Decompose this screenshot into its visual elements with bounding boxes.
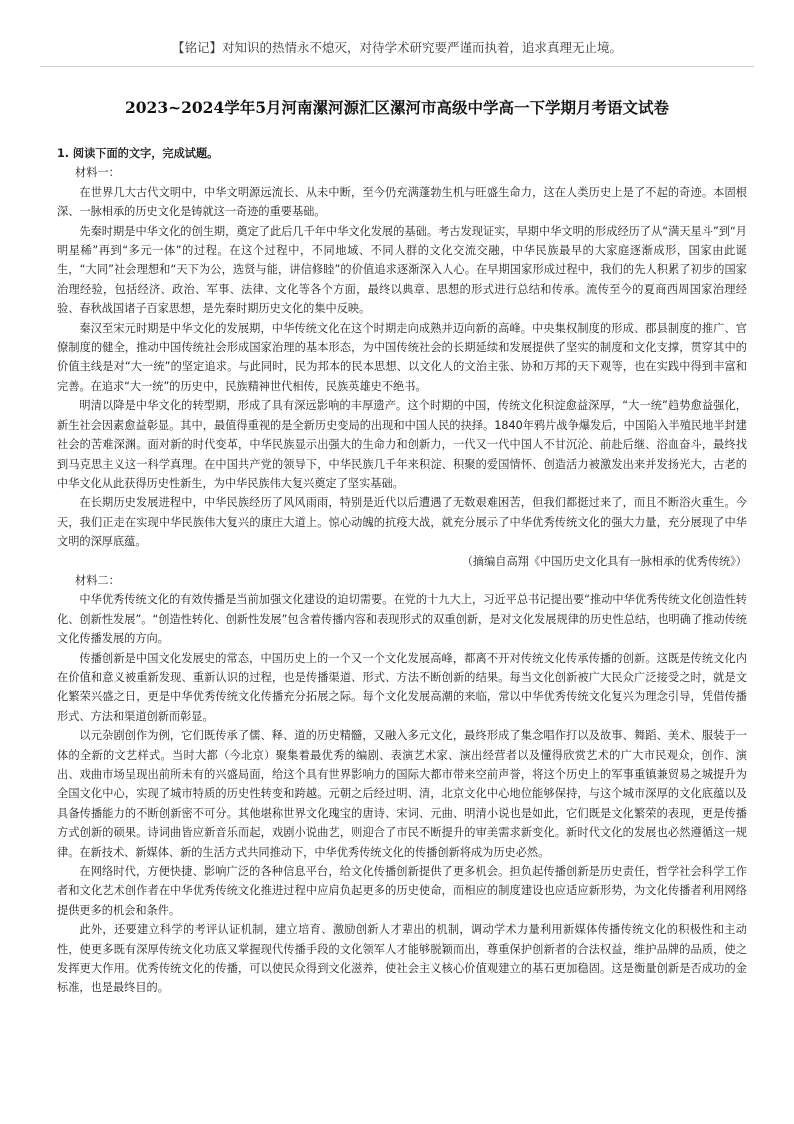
page-title: 2023~2024学年5月河南漯河源汇区漯河市高级中学高一下学期月考语文试卷	[124, 98, 670, 117]
material-1-paragraph: 在长期历史发展进程中，中华民族经历了风风雨雨，特别是近代以后遭遇了无数艰难困苦，但我们都挺过来了，而且不断浴火重生。今天，我们正走在实现中华民族伟大复兴的康庄大道上。惊心动魄的抗疫大战，就充分展示了中华优秀传统文化的强大力量，充分展现了中华文明的深厚底蕴。	[57, 496, 747, 549]
header-motto: 【铭记】对知识的热情永不熄灭，对待学术研究要严谨而执着，追求真理无止境。	[171, 40, 622, 55]
material-2-paragraph: 在网络时代，方便快捷、影响广泛的各种信息平台，给文化传播创新提供了更多机会。担负起传播创新是历史责任，哲学社会科学工作者和文化艺术创作者在中华优秀传统文化推进过程中应肩负起更多的历史使命，而相应的制度建设也应适应新形势，为文化传播者利用网络提供更多的机会和条件。	[57, 865, 747, 917]
material-1-paragraph: 明清以降是中华文化的转型期，形成了具有深远影响的丰厚遗产。这个时期的中国，传统文化积淀愈益深厚，“大一统”趋势愈益强化，新生社会因素愈益彰显。其中，最值得重视的是全新历史变局的出现和中国人民的抉择。1840年鸦片战争爆发后，中国陷入半殖民地半封建社会的苦难深渊。面对新的时代变革，中华民族显示出强大的生命力和创新力，一代又一代中国人不甘沉沦、前赴后继、浴血奋斗，最终找到马克思主义这一科学真理。在中国共产党的领导下，中华民族几千年来积淀、积聚的爱国情怀、创造活力被激发出来并发扬光大，古老的中华文化从此获得历史性新生，为中华民族伟大复兴奠定了坚实基础。	[57, 399, 747, 490]
material-2-label: 材料二：	[75, 573, 120, 587]
material-2-paragraph: 中华优秀传统文化的有效传播是当前加强文化建设的迫切需要。在党的十九大上，习近平总书记提出要“推动中华优秀传统文化创造性转化、创新性发展”。“创造性转化、创新性发展”包含着传播内容和表现形式的双重创新，是对文化发展规律的历史性总结，也明确了推动传统文化传播发展的方向。	[57, 593, 747, 646]
material-1-source: （摘编自高翔《中国历史文化具有一脉相承的优秀传统》）	[461, 554, 747, 568]
material-1-paragraph: 秦汉至宋元时期是中华文化的发展期，中华传统文化在这个时期走向成熟并迈向新的高峰。中央集权制度的形成、郡县制度的推广、官僚制度的健全，推动中国传统社会形成国家治理的基本形态，为中国传统社会的长期延续和发展提供了坚实的制度和文化支撑，贯穿其中的价值主线是对“大一统”的坚定追求。与此同时，民为邦本的民本思想、以文化人的文治主张、协和万邦的天下观等，也在实践中得到丰富和完善。在追求“大一统”的历史中，民族精神世代相传，民族英雄史不绝书。	[57, 321, 747, 393]
question-prompt: 1. 阅读下面的文字，完成试题。	[57, 147, 219, 160]
material-1-paragraph: 先秦时期是中华文化的创生期，奠定了此后几千年中华文化发展的基础。考古发现证实，早期中华文明的形成经历了从“满天星斗”到“月明星稀”再到“多元一体”的过程。在这个过程中，不同地域、不同人群的文化交流交融，中华民族最早的大家庭逐渐成形，国家由此诞生，“大同”社会理想和“天下为公，选贤与能，讲信修睦”的价值追求逐渐深入人心。在早期国家形成过程中，我们的先人积累了初步的国家治理经验，包括经济、政治、军事、法律、文化等各个方面，最终以典章、思想的形式进行总结和传承。流传至今的夏商西周国家治理经验、春秋战国诸子百家思想，是先秦时期历史文化的集中反映。	[57, 224, 747, 316]
material-2-paragraph: 此外，还要建立科学的考评认证机制，建立培育、激励创新人才辈出的机制，调动学术力量利用新媒体传播传统文化的积极性和主动性，使更多既有深厚传统文化功底又掌握现代传播手段的文化领军人才能够脱颖而出，尊重保护创新者的合法权益，维护品牌的品质，使之发挥更大作用。优秀传统文化的传播，可以使民众得到文化滋养，使社会主义核心价值观建立的基石更加稳固。这是衡量创新是否成功的金标准，也是最终目的。	[57, 923, 747, 995]
header-divider	[40, 66, 754, 67]
material-2-paragraph: 传播创新是中国文化发展史的常态，中国历史上的一个又一个文化发展高峰，都离不开对传统文化传承传播的创新。这既是传统文化内在价值和意义被重新发现、重新认识的过程，也是传播渠道、形式、方法不断创新的结果。每当文化创新被广大民众广泛接受之时，就是文化繁荣兴盛之日，更是中华优秀传统文化传播充分拓展之际。每个文化发展高潮的来临，常以中华优秀传统文化复兴为理念引导，凭借传播形式、方法和渠道创新而彰显。	[57, 651, 747, 723]
material-2-paragraph: 以元杂剧创作为例，它们既传承了儒、释、道的历史精髓，又融入多元文化，最终形成了集念唱作打以及故事、舞蹈、美术、服装于一体的全新的文艺样式。当时大都（今北京）聚集着最优秀的编剧、表演艺术家、演出经营者以及懂得欣赏艺术的广大市民观众，创作、演出、戏曲市场呈现出前所未有的兴盛局面，给这个具有世界影响力的国际大都市带来空前声誉，将这个历史上的军事重镇兼贸易之城提升为全国文化中心，实现了城市特质的历史性转变和跨越。元朝之后经过明、清，北京文化中心地位能够保持，与这个城市深厚的文化底蕴以及具备传播能力的不断创新密不可分。其他堪称世界文化瑰宝的唐诗、宋词、元曲、明清小说也是如此，它们既是文化繁荣的表现，更是传播方式创新的硕果。诗词曲皆应新音乐而起，戏剧小说曲艺，则迎合了市民不断提升的审美需求新变化。新时代文化的发展也必然遵循这一规律。在新技术、新媒体、新的生活方式共同推动下，中华优秀传统文化的传播创新将成为历史必然。	[57, 729, 747, 859]
material-1-label: 材料一：	[75, 166, 120, 180]
material-1-paragraph: 在世界几大古代文明中，中华文明源远流长、从未中断，至今仍充满蓬勃生机与旺盛生命力，这在人类历史上是了不起的奇迹。本固根深、一脉相承的历史文化是铸就这一奇迹的重要基础。	[57, 185, 747, 219]
document-body	[57, 144, 747, 998]
